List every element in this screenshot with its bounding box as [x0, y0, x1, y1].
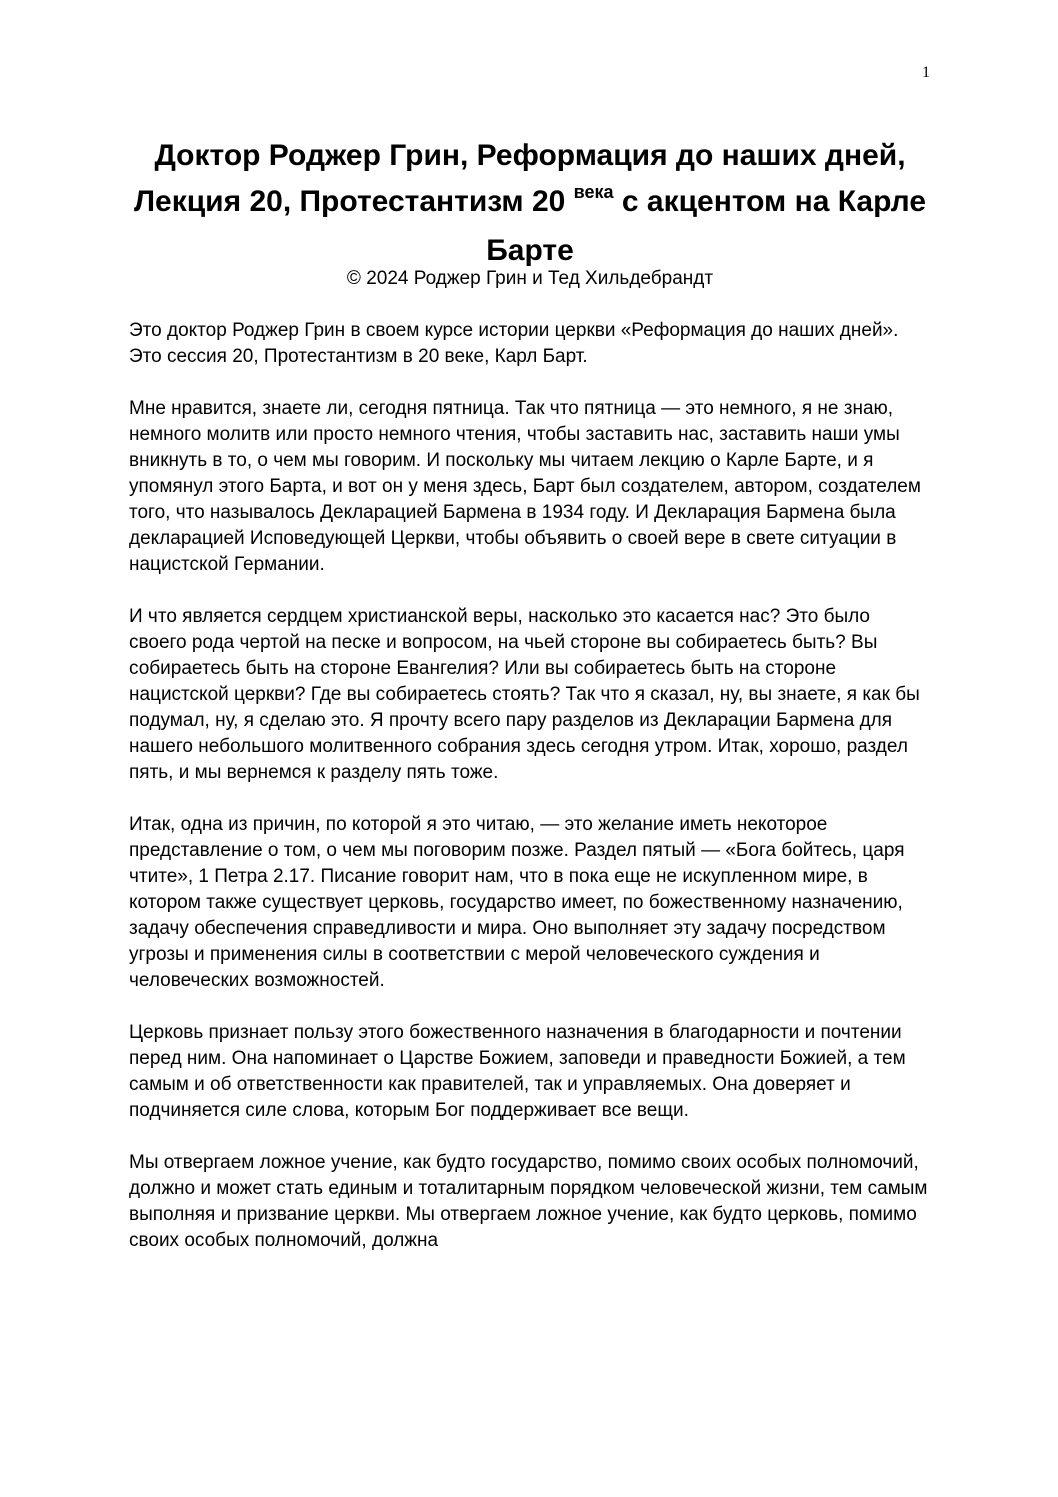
page-number: 1	[922, 64, 930, 81]
document-body	[129, 318, 929, 1280]
paragraph: Церковь признает пользу этого божественного назначения в благодарности и почтении перед ним. Она напоминает о Царстве Божием, заповеди и праведности Божией, а тем самым и об ответственности как правителей, так и управляемых. Она доверяет и подчиняется силе слова, которым Бог поддерживает все вещи.	[129, 1022, 906, 1121]
title-main-text: Доктор Роджер Грин, Реформация до наших дней, Лекция 20, Протестантизм 20	[133, 139, 906, 218]
paragraph: Мне нравится, знаете ли, сегодня пятница. Так что пятница — это немного, я не знаю, немного молитв или просто немного чтения, чтобы заставить нас, заставить наши умы вникнуть в то, о чем мы говорим. И поскольку мы читаем лекцию о Карле Барте, и я упомянул этого Барта, и вот он у меня здесь, Барт был создателем, автором, создателем того, что называлось Декларацией Бармена в 1934 году. И Декларация Бармена была декларацией Исповедующей Церкви, чтобы объявить о своей вере в свете ситуации в нацистской Германии.	[129, 398, 921, 575]
paragraph: Мы отвергаем ложное учение, как будто государство, помимо своих особых полномочий, должно и может стать единым и тоталитарным порядком человеческой жизни, тем самым выполняя и призвание церкви. Мы отвергаем ложное учение, как будто церковь, помимо своих особых полномочий, должна	[129, 1152, 928, 1251]
paragraph: И что является сердцем христианской веры, насколько это касается нас? Это было своего рода чертой на песке и вопросом, на чьей стороне вы собираетесь быть? Вы собираетесь быть на стороне Евангелия? Или вы собираетесь быть на стороне нацистской церкви? Где вы собираетесь стоять? Так что я сказал, ну, вы знаете, я как бы подумал, ну, я сделаю это. Я прочту всего пару разделов из Декларации Бармена для нашего небольшого молитвенного собрания здесь сегодня утром. Итак, хорошо, раздел пять, и мы вернемся к разделу пять тоже.	[129, 606, 920, 783]
copyright-line: © 2024 Роджер Грин и Тед Хильдебрандт	[346, 268, 714, 289]
paragraph: Это доктор Роджер Грин в своем курсе истории церкви «Реформация до наших дней». Это сессия 20, Протестантизм в 20 веке, Карл Барт.	[129, 320, 899, 367]
title-tail-text: с акцентом на Карле Барте	[486, 185, 927, 267]
document-title	[130, 133, 930, 274]
title-superscript: века	[573, 182, 614, 202]
paragraph: Итак, одна из причин, по которой я это читаю, — это желание иметь некоторое представление о том, о чем мы поговорим позже. Раздел пятый — «Бога бойтесь, царя чтите», 1 Петра 2.17. Писание говорит нам, что в пока еще не искупленном мире, в котором также существует церковь, государство имеет, по божественному назначению, задачу обеспечения справедливости и мира. Оно выполняет эту задачу посредством угрозы и применения силы в соответствии с мерой человеческого суждения и человеческих возможностей.	[129, 814, 905, 991]
